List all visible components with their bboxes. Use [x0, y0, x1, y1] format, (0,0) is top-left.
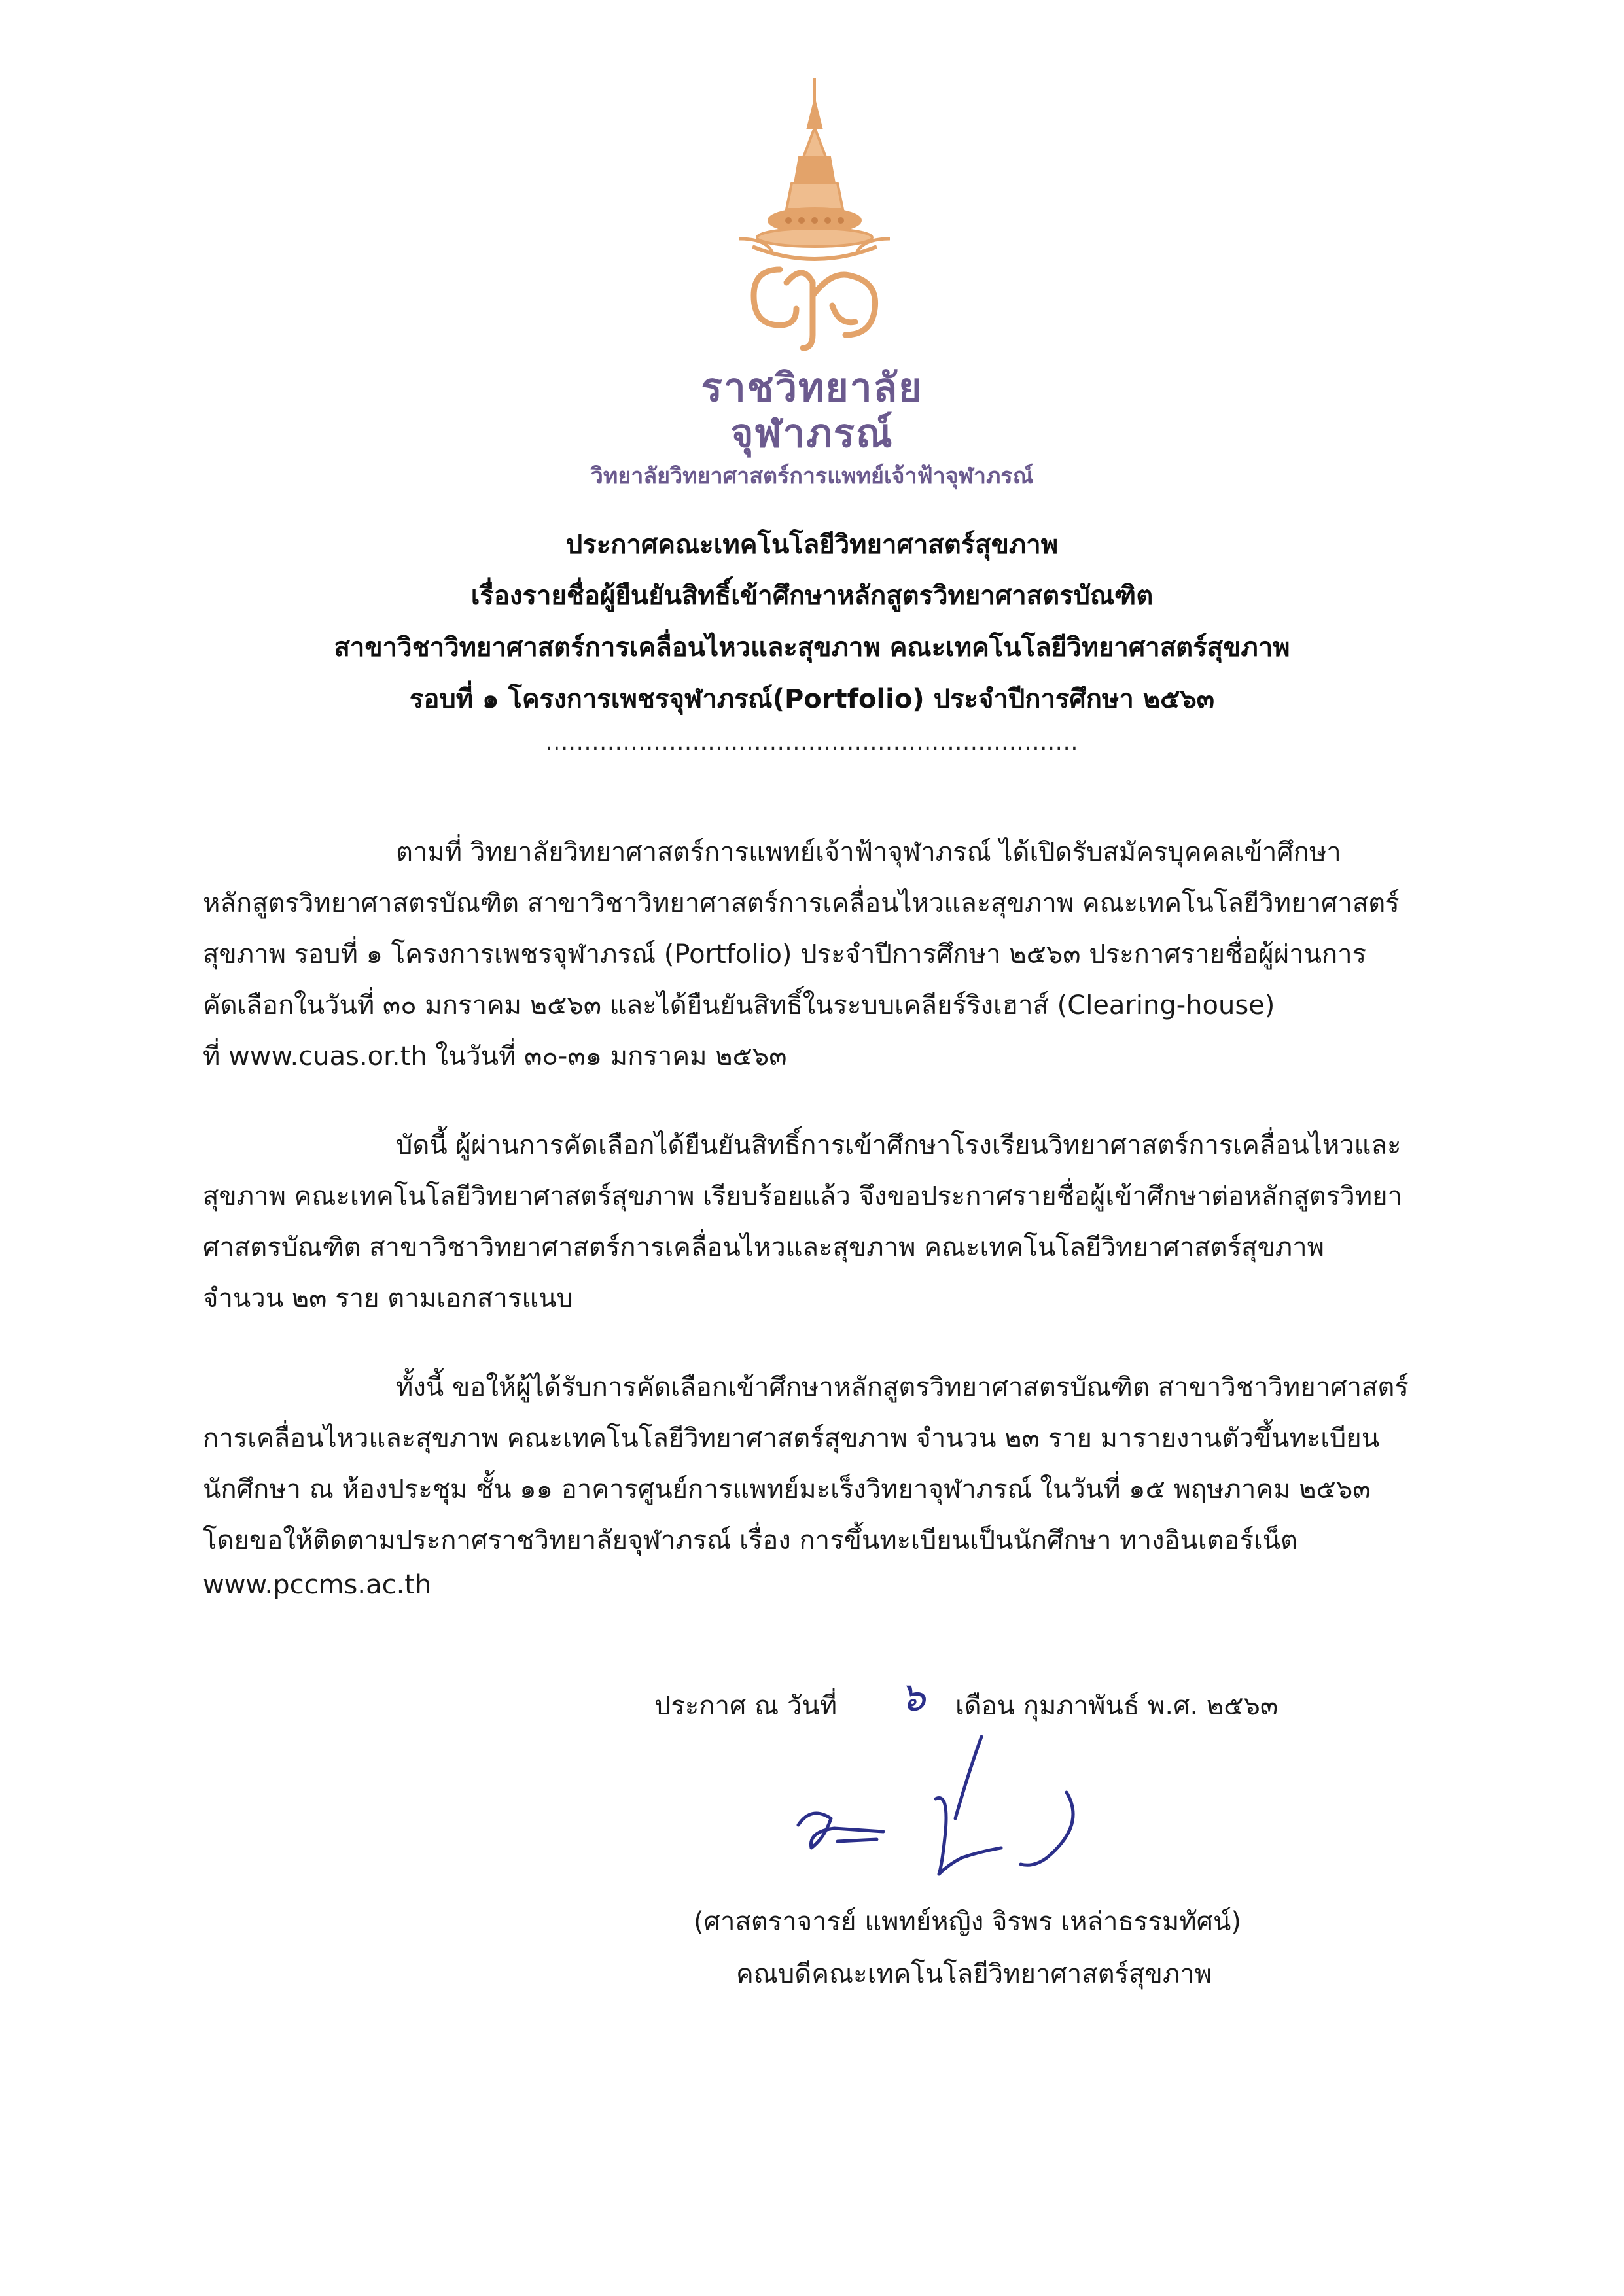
- body-line: ศาสตรบัณฑิต สาขาวิชาวิทยาศาสตร์การเคลื่อนไหวและสุขภาพ คณะเทคโนโลยีวิทยาศาสตร์สุขภาพ: [203, 1232, 1325, 1262]
- announcement-date-day: ๖: [900, 1673, 926, 1720]
- org-subtitle: วิทยาลัยวิทยาศาสตร์การแพทย์เจ้าฟ้าจุฬาภรณ์: [590, 463, 1034, 489]
- body-line: หลักสูตรวิทยาศาสตรบัณฑิต สาขาวิชาวิทยาศาสตร์การเคลื่อนไหวและสุขภาพ คณะเทคโนโลยีวิทยาศาสตร์: [203, 888, 1400, 918]
- title-divider: .....................................................................: [545, 729, 1079, 756]
- announcement-title-line: ประกาศคณะเทคโนโลยีวิทยาศาสตร์สุขภาพ: [565, 530, 1059, 560]
- signer-title: คณบดีคณะเทคโนโลยีวิทยาศาสตร์สุขภาพ: [736, 1959, 1212, 1989]
- announcement-title-line: สาขาวิชาวิทยาศาสตร์การเคลื่อนไหวและสุขภาพ คณะเทคโนโลยีวิทยาศาสตร์สุขภาพ: [334, 633, 1290, 663]
- cursive-monogram-logo-icon: [741, 243, 891, 358]
- announcement-title-line: เรื่องรายชื่อผู้ยืนยันสิทธิ์เข้าศึกษาหลักสูตรวิทยาศาสตรบัณฑิต: [470, 581, 1154, 611]
- body-line: ตามที่ วิทยาลัยวิทยาศาสตร์การแพทย์เจ้าฟ้าจุฬาภรณ์ ได้เปิดรับสมัครบุคคลเข้าศึกษา: [396, 837, 1341, 867]
- body-line: นักศึกษา ณ ห้องประชุม ชั้น ๑๑ อาคารศูนย์การแพทย์มะเร็งวิทยาจุฬาภรณ์ ในวันที่ ๑๕ พฤษภาคม ๒๕๖๓: [203, 1474, 1371, 1505]
- body-line: www.pccms.ac.th: [203, 1570, 432, 1600]
- announcement-date-label: ประกาศ ณ วันที่: [654, 1691, 838, 1721]
- handwritten-signature-icon: [785, 1733, 1152, 1890]
- body-line: จำนวน ๒๓ ราย ตามเอกสารแนบ: [203, 1283, 573, 1313]
- signer-name: (ศาสตราจารย์ แพทย์หญิง จิรพร เหล่าธรรมทัศน์): [694, 1907, 1241, 1937]
- body-line: ที่ www.cuas.or.th ในวันที่ ๓๐-๓๑ มกราคม ๒๕๖๓: [203, 1041, 787, 1071]
- org-name-line2: จุฬาภรณ์: [730, 411, 894, 457]
- body-line: ทั้งนี้ ขอให้ผู้ได้รับการคัดเลือกเข้าศึกษาหลักสูตรวิทยาศาสตรบัณฑิต สาขาวิชาวิทยาศาสตร์: [396, 1372, 1409, 1402]
- body-line: โดยขอให้ติดตามประกาศราชวิทยาลัยจุฬาภรณ์ เรื่อง การขึ้นทะเบียนเป็นนักศึกษา ทางอินเตอร์เน็ต: [203, 1525, 1298, 1556]
- announcement-title-line: รอบที่ ๑ โครงการเพชรจุฬาภรณ์(Portfolio) ประจำปีการศึกษา ๒๕๖๓: [409, 684, 1215, 714]
- body-line: บัดนี้ ผู้ผ่านการคัดเลือกได้ยืนยันสิทธิ์การเข้าศึกษาโรงเรียนวิทยาศาสตร์การเคลื่อนไหวและ: [396, 1130, 1402, 1160]
- announcement-date-rest: เดือน กุมภาพันธ์ พ.ศ. ๒๕๖๓: [955, 1691, 1279, 1721]
- org-name-line1: ราชวิทยาลัย: [701, 365, 923, 411]
- body-line: สุขภาพ คณะเทคโนโลยีวิทยาศาสตร์สุขภาพ เรียบร้อยแล้ว จึงขอประกาศรายชื่อผู้เข้าศึกษาต่อหลักสูตรวิทยา: [203, 1181, 1402, 1211]
- body-line: การเคลื่อนไหวและสุขภาพ คณะเทคโนโลยีวิทยาศาสตร์สุขภาพ จำนวน ๒๓ ราย มารายงานตัวขึ้นทะเบียน: [203, 1423, 1380, 1453]
- body-line: คัดเลือกในวันที่ ๓๐ มกราคม ๒๕๖๓ และได้ยืนยันสิทธิ์ในระบบเคลียร์ริงเฮาส์ (Clearing-house): [203, 990, 1275, 1020]
- body-line: สุขภาพ รอบที่ ๑ โครงการเพชรจุฬาภรณ์ (Portfolio) ประจำปีการศึกษา ๒๕๖๓ ประกาศรายชื่อผู้ผ่านการ: [203, 939, 1367, 969]
